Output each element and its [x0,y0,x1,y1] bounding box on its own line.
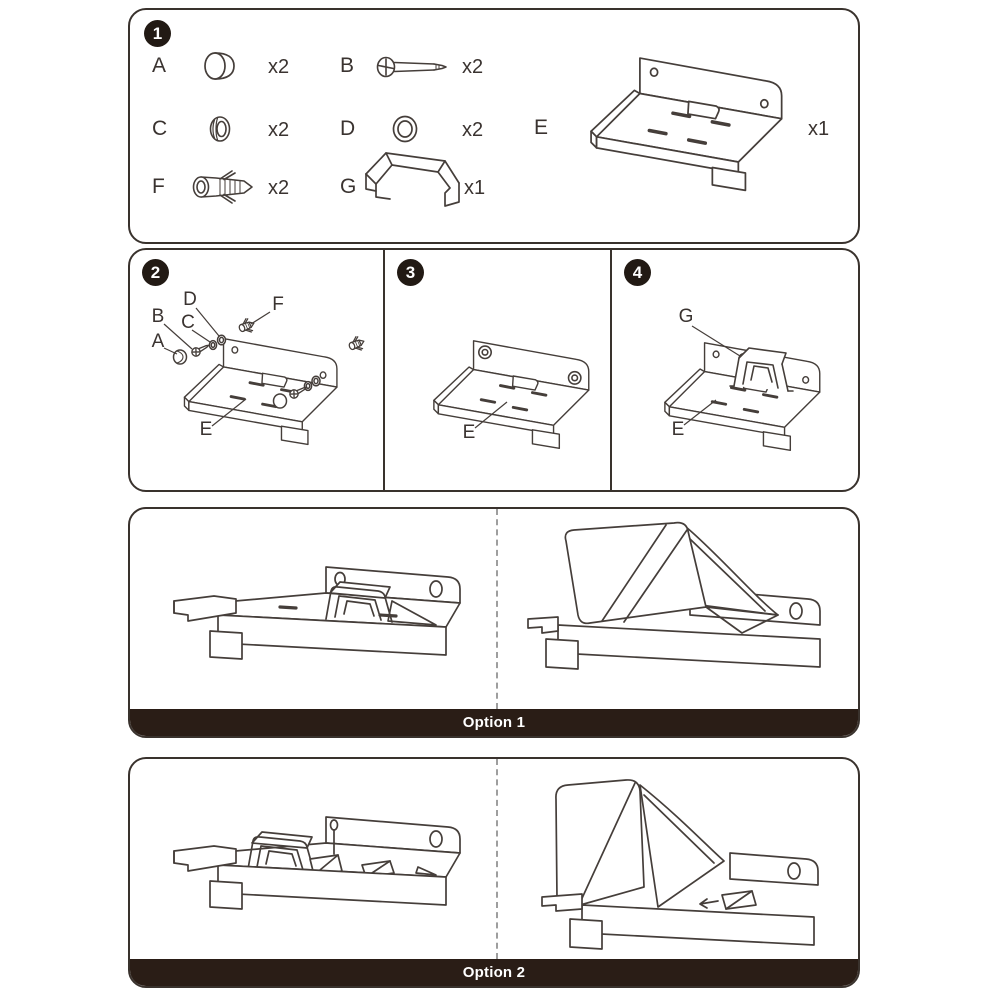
ring-icon [390,114,420,144]
option-2-bracket-drawing [174,817,460,909]
screw-icon [376,53,454,81]
part-f-qty: x2 [268,177,290,199]
part-b-label: B [340,54,355,77]
option-2-panel [128,757,860,988]
part-e-qty: x1 [808,118,830,140]
option-1-panel [128,507,860,738]
step-4-cell [612,250,858,490]
step-4-illustration [612,250,856,490]
wall-anchor-icon [192,170,258,204]
steps-panel [128,248,860,492]
option-2-caption: Option 2 [462,964,526,981]
part-c-qty: x2 [268,119,290,141]
option-1-caption-bar [130,709,858,736]
option-1-device-drawing [528,523,820,669]
step-3-badge: 3 [397,259,424,286]
callout-a-label: A [151,331,165,352]
step-2-cell [130,250,385,490]
part-a-label: A [152,54,167,77]
step-2-illustration [130,250,385,490]
part-d-qty: x2 [462,119,484,141]
bracket-icon [558,42,810,208]
option-2-illustration [130,759,858,961]
part-f-label: F [152,175,165,198]
clip-icon [360,144,464,212]
grommet-icon [208,115,234,143]
callout-c-label: C [181,312,195,333]
part-g-label: G [340,175,357,198]
cap-icon [202,50,238,82]
step-3-illustration [385,250,610,490]
part-d-label: D [340,117,356,140]
parts-panel [128,8,860,244]
option-2-divider [496,759,498,959]
part-b-qty: x2 [462,56,484,78]
option-1-divider [496,509,498,709]
option-2-device-drawing [542,780,818,949]
option-1-bracket-drawing [174,567,460,659]
part-a-qty: x2 [268,56,290,78]
option-1-caption: Option 1 [462,714,526,731]
part-g-qty: x1 [464,177,486,199]
callout-g-label: G [678,306,694,327]
step-4-badge: 4 [624,259,651,286]
option-2-caption-bar [130,959,858,986]
part-c-label: C [152,117,168,140]
callout-e-label: E [671,419,685,440]
callout-d-label: D [183,289,197,310]
callout-e-label: E [462,422,476,443]
step-3-cell [385,250,612,490]
part-e-label: E [534,116,549,139]
callout-f-label: F [272,294,284,315]
callout-b-label: B [151,306,165,327]
option-1-illustration [130,509,858,711]
callout-e-label: E [199,419,213,440]
step-2-badge: 2 [142,259,169,286]
step-1-badge: 1 [144,20,171,47]
